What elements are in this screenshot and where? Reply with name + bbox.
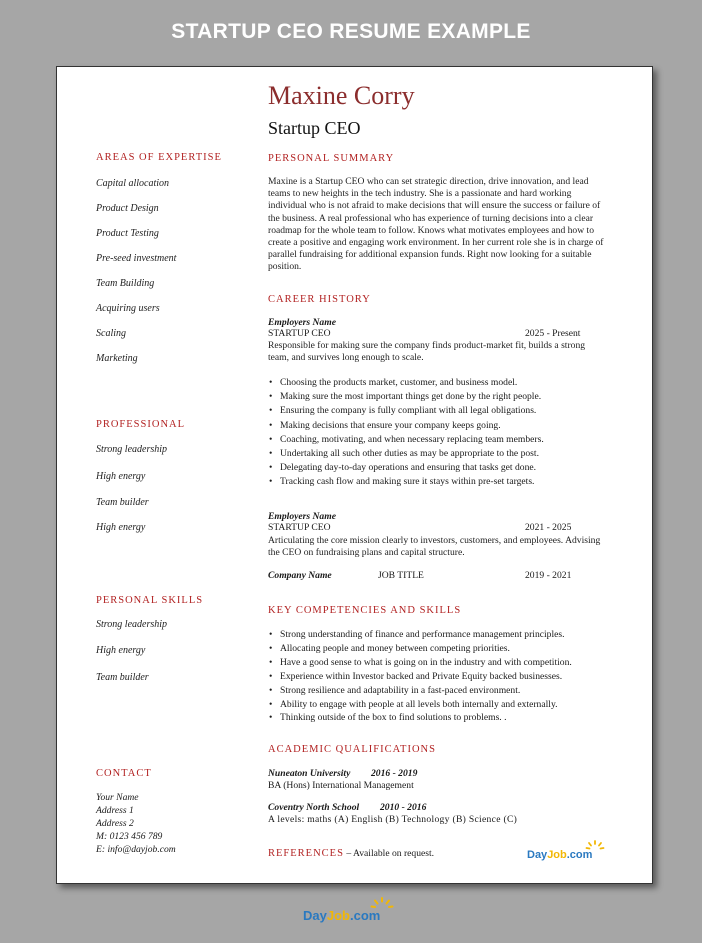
job1-title: STARTUP CEO <box>268 328 331 339</box>
career-heading: CAREER HISTORY <box>268 294 371 305</box>
job2-dates: 2021 - 2025 <box>525 522 572 533</box>
job2-title-row <box>268 522 608 533</box>
expertise-item: Marketing <box>96 353 138 364</box>
job3-title: JOB TITLE <box>378 570 424 581</box>
contact-email: E: info@dayjob.com <box>96 844 176 855</box>
list-item: • Thinking outside of the box to find solutions to problems. . <box>268 711 613 725</box>
list-item: • Coaching, motivating, and when necessary replacing team members. <box>268 433 613 447</box>
job3-company: Company Name <box>268 570 332 581</box>
page-banner: STARTUP CEO RESUME EXAMPLE <box>171 20 531 43</box>
job1-duties-list <box>268 376 613 490</box>
job1-employer: Employers Name <box>268 317 336 328</box>
expertise-item: Scaling <box>96 328 126 339</box>
professional-item: High energy <box>96 522 146 533</box>
professional-heading: PROFESSIONAL <box>96 419 186 430</box>
list-item: • Delegating day-to-day operations and ensuring that tasks get done. <box>268 461 613 475</box>
job2-employer: Employers Name <box>268 511 336 522</box>
resume-document <box>56 66 653 884</box>
expertise-item: Acquiring users <box>96 303 160 314</box>
personal-skills-heading: PERSONAL SKILLS <box>96 595 204 606</box>
list-item: • Strong understanding of finance and performance management principles. <box>268 628 613 642</box>
job2-title: STARTUP CEO <box>268 522 331 533</box>
personal-skill-item: Strong leadership <box>96 619 168 630</box>
dayjob-logo: DayJob.com <box>527 849 593 861</box>
professional-item: Strong leadership <box>96 444 168 455</box>
candidate-name: Maxine Corry <box>268 81 415 110</box>
list-item: • Choosing the products market, customer, and business model. <box>268 376 613 390</box>
school1-qualification: BA (Hons) International Management <box>268 780 414 791</box>
job3-row <box>268 570 608 581</box>
expertise-item: Pre-seed investment <box>96 253 177 264</box>
professional-item: Team builder <box>96 497 149 508</box>
sun-icon <box>370 896 394 912</box>
candidate-job-title: Startup CEO <box>268 118 361 138</box>
personal-skill-item: High energy <box>96 645 146 656</box>
contact-block <box>96 791 176 856</box>
list-item: • Tracking cash flow and making sure it stays within pre-set targets. <box>268 475 613 489</box>
contact-address-1: Address 1 <box>96 805 134 816</box>
list-item: • Strong resilience and adaptability in a fast-paced environment. <box>268 684 613 698</box>
contact-heading: CONTACT <box>96 768 152 779</box>
school1-name: Nuneaton University <box>268 768 351 779</box>
references-text: – Available on request. <box>346 848 435 859</box>
expertise-item: Product Design <box>96 203 159 214</box>
list-item: • Undertaking all such other duties as may be appropriate to the post. <box>268 447 613 461</box>
school1-row <box>268 768 608 779</box>
personal-skill-item: Team builder <box>96 672 149 683</box>
contact-name: Your Name <box>96 792 139 803</box>
expertise-item: Team Building <box>96 278 155 289</box>
list-item: • Have a good sense to what is going on in the industry and with competition. <box>268 656 613 670</box>
contact-mobile: M: 0123 456 789 <box>96 831 163 842</box>
school2-name: Coventry North School <box>268 802 360 813</box>
professional-item: High energy <box>96 471 146 482</box>
school2-row <box>268 802 608 813</box>
school2-dates: 2010 - 2016 <box>380 802 427 813</box>
expertise-heading: AREAS OF EXPERTISE <box>96 152 222 163</box>
list-item: • Allocating people and money between competing priorities. <box>268 642 613 656</box>
list-item: • Making sure the most important things get done by the right people. <box>268 390 613 404</box>
list-item: • Experience within Investor backed and Private Equity backed businesses. <box>268 670 613 684</box>
sun-icon <box>585 839 605 853</box>
competencies-list <box>268 628 613 725</box>
list-item: • Ensuring the company is fully compliant with all legal obligations. <box>268 404 613 418</box>
job3-dates: 2019 - 2021 <box>525 570 572 581</box>
school2-qualification: A levels: maths (A) English (B) Technology (B) Science (C) <box>268 814 518 825</box>
academic-heading: ACADEMIC QUALIFICATIONS <box>268 744 436 755</box>
job1-dates: 2025 - Present <box>525 328 581 339</box>
competencies-heading: KEY COMPETENCIES AND SKILLS <box>268 605 462 616</box>
job1-title-row <box>268 328 608 339</box>
job1-description: Responsible for making sure the company finds product-market fit, builds a strong team, and survives long enough to scale. <box>268 340 586 364</box>
expertise-item: Product Testing <box>96 228 159 239</box>
expertise-item: Capital allocation <box>96 178 170 189</box>
summary-text: Maxine is a Startup CEO who can set strategic direction, drive innovation, and lead teams to new heights in the tech industry. She is a passionate and hard working individual who is not afraid to make decisions that will ensure the success or failure of the business. A real professional who has experience of turning decisions into a clear roadmap for the whole team to follow. Knows what motivates employees and how to create a positive and engaging work environment. In her current role she is in charge of parallel fundraising for additional expansion funds. Right now looking for a suitable position. <box>268 176 604 273</box>
dayjob-footer-logo[interactable]: DayJob.com <box>303 908 381 923</box>
list-item: • Making decisions that ensure your company keeps going. <box>268 419 613 433</box>
list-item: • Ability to engage with people at all levels both internally and externally. <box>268 698 613 712</box>
contact-address-2: Address 2 <box>96 818 134 829</box>
job2-description: Articulating the core mission clearly to investors, customers, and employees. Advising the CEO on fundraising plans and capital structure. <box>268 535 601 559</box>
summary-heading: PERSONAL SUMMARY <box>268 153 395 164</box>
references-heading: REFERENCES <box>268 848 344 859</box>
school1-dates: 2016 - 2019 <box>371 768 418 779</box>
